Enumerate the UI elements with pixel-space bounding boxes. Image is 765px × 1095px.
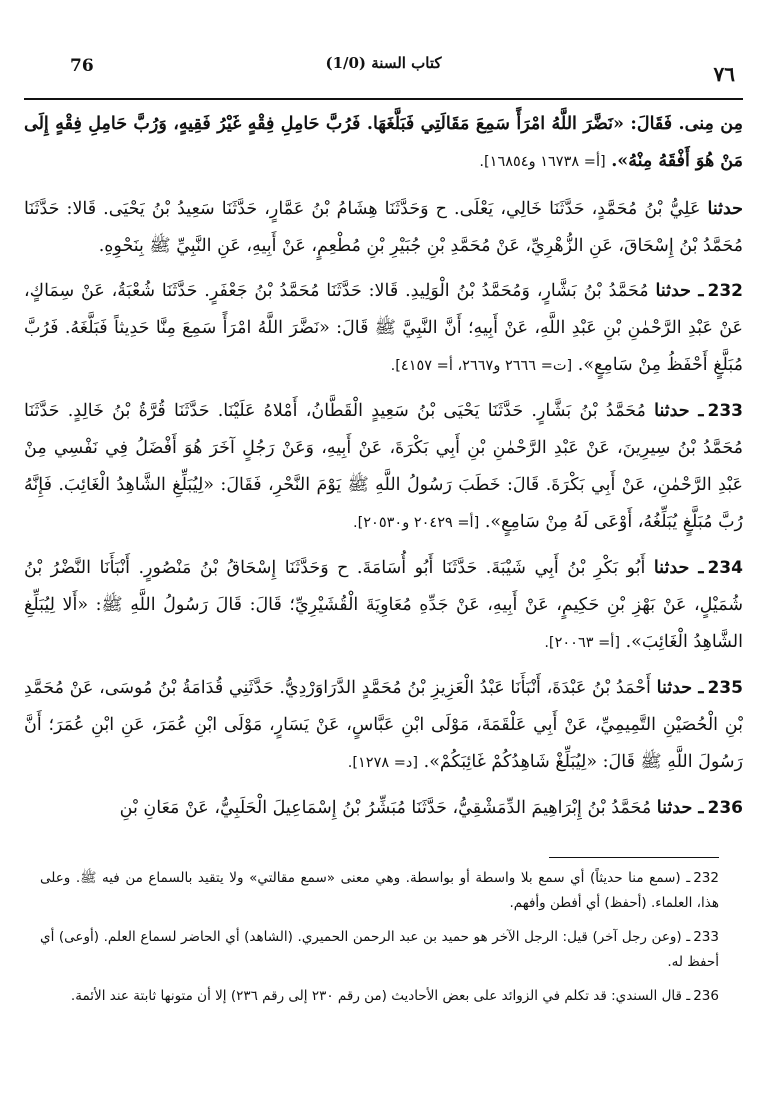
hadith-paragraph-234	[24, 550, 743, 662]
hadith-text: عَلِيُّ بْنُ مُحَمَّدٍ، حَدَّثَنَا خَالِي، يَعْلَى. ح وَحَدَّثَنَا هِشَامُ بْنُ عَمَّارٍ، حَدَّثَنَا سَعِيدُ بْنُ يَحْيَى. قَالا: حَدَّثَنَا مُحَمَّدُ بْنُ إِسْحَاقَ، عَنِ الزُّهْرِيِّ، عَنْ مُحَمَّدِ بْنِ جُبَيْرِ بْنِ مُطْعِمٍ، عَنْ أَبِيهِ، عَنِ النَّبِيِّ ﷺ بِنَحْوِهِ.	[24, 199, 743, 256]
cross-reference: [أ= ١٦٧٣٨ و١٦٨٥٤].	[479, 154, 606, 170]
running-title: (1/0) كتاب السنة	[325, 54, 442, 72]
hadith-text: مِن مِنى. فَقَالَ: «نَضَّرَ اللَّهُ امْرَأً سَمِعَ مَقَالَتِي فَبَلَّغَهَا. فَرُبَّ حَامِلِ فِقْهٍ غَيْرُ فَقِيهٍ، وَرُبَّ حَامِلِ فِقْهٍ إِلَى مَنْ هُوَ أَفْقَهُ مِنْهُ».	[24, 114, 743, 171]
hadith-text: مُحَمَّدُ بْنُ إِبْرَاهِيمَ الدِّمَشْقِيُّ، حَدَّثَنَا مُبَشِّرُ بْنُ إِسْمَاعِيلَ الْحَلَبِيُّ، عَنْ مَعَانِ بْنِ	[119, 798, 652, 818]
page-number-latin: 76	[70, 56, 94, 76]
footnote-232	[40, 866, 719, 916]
footnote-text: ـ (سمع منا حديثاً) أي سمع بلا واسطة أو بواسطة. وهي معنى «سمع مقالتي» ولا يتقيد بالسماع من فيه ﷺ. وعلى هذا، العلماء. (أحفظ) أي أفطن وأفهم.	[40, 870, 719, 911]
hadith-text: أَحْمَدُ بْنُ عَبْدَةَ، أَنْبَأَنَا عَبْدُ الْعَزِيزِ بْنُ مُحَمَّدٍ الدَّرَاوَرْدِيُّ. حَدَّثَنِي قُدَامَةُ بْنُ مُوسَى، عَنْ مُحَمَّدِ بْنِ الْحُصَيْنِ التَّمِيمِيِّ، عَنْ أَبِي عَلْقَمَةَ، مَوْلَى ابْنِ عَبَّاسٍ، عَنْ يَسَارٍ، مَوْلَى ابْنِ عُمَرَ، عَنِ ابْنِ عُمَرَ؛ أَنَّ رَسُولَ اللَّهِ ﷺ قَالَ: «لِيُبَلِّغْ شَاهِدُكُمْ غَائِبَكُمْ».	[24, 678, 743, 772]
cross-reference: [د= ١٢٧٨].	[347, 755, 419, 771]
footnote-number: 233	[693, 929, 719, 945]
footnote-text: ـ (وعن رجل آخر) قيل: الرجل الآخر هو حميد بن عبد الرحمن الحميري. (الشاهد) أي الحاضر لسماع العلم. (أوعى) أي أحفظ له.	[40, 929, 719, 970]
hadith-lead-word: ـ حدثنا	[656, 798, 704, 818]
cross-reference: [أ= ٢٠٠٦٣].	[544, 635, 620, 651]
footnotes	[40, 866, 719, 1018]
hadith-number: 235	[707, 678, 743, 698]
hadith-number: 234	[707, 558, 743, 578]
hadith-text-body	[24, 106, 743, 827]
hadith-lead-word: ـ حدثنا	[655, 281, 704, 301]
hadith-paragraph-235	[24, 670, 743, 782]
hadith-lead-word: ـ حدثنا	[654, 401, 704, 421]
hadith-number: 233	[707, 401, 743, 421]
hadith-lead-word: ـ حدثنا	[653, 558, 704, 578]
hadith-paragraph-233	[24, 393, 743, 542]
hadith-text: أَبُو بَكْرِ بْنُ أَبِي شَيْبَةَ. حَدَّثَنَا أَبُو أُسَامَةَ. ح وَحَدَّثَنَا إِسْحَاقُ بْنُ مَنْصُورٍ. أَنْبَأَنَا النَّضْرُ بْنُ شُمَيْلٍ، عَنْ بَهْزِ بْنِ حَكِيمٍ، عَنْ أَبِيهِ، عَنْ جَدِّهِ مُعَاوِيَةَ الْقُشَيْرِيِّ؛ قَالَ: قَالَ رَسُولُ اللَّهِ ﷺ: «أَلا لِيُبَلِّغِ الشَّاهِدُ الْغَائِبَ».	[24, 558, 743, 652]
footnote-separator	[549, 857, 719, 858]
hadith-paragraph	[24, 191, 743, 265]
hadith-lead-word: ـ حدثنا	[656, 678, 704, 698]
hadith-lead-word: حدثنا	[707, 199, 743, 219]
footnote-236	[40, 984, 719, 1009]
hadith-paragraph-236	[24, 790, 743, 827]
page-header	[24, 48, 743, 100]
page-number-arabic: ٧٦	[713, 62, 735, 86]
hadith-text: مُحَمَّدُ بْنُ بَشَّارٍ، وَمُحَمَّدُ بْنُ الْوَلِيدِ. قَالا: حَدَّثَنَا مُحَمَّدُ بْنُ جَعْفَرٍ. حَدَّثَنَا شُعْبَةُ، عَنْ سِمَاكٍ، عَنْ عَبْدِ الرَّحْمٰنِ بْنِ عَبْدِ اللَّهِ، عَنْ أَبِيهِ؛ أَنَّ النَّبِيَّ ﷺ قَالَ: «نَضَّرَ اللَّهُ امْرَأً سَمِعَ مِنَّا حَدِيثاً فَبَلَّغَهُ. فَرُبَّ مُبَلَّغٍ أَحْفَظُ مِنْ سَامِعٍ».	[24, 281, 743, 375]
cross-reference: [ت= ٢٦٦٦ و٢٦٦٧، أ= ٤١٥٧].	[390, 358, 573, 374]
hadith-text: مُحَمَّدُ بْنُ بَشَّارٍ. حَدَّثَنَا يَحْيَى بْنُ سَعِيدٍ الْقَطَّانُ، أَمْلاهُ عَلَيْنَا. حَدَّثَنَا قُرَّةُ بْنُ خَالِدٍ. حَدَّثَنَا مُحَمَّدُ بْنُ سِيرِينَ، عَنْ عَبْدِ الرَّحْمٰنِ بْنِ أَبِي بَكْرَةَ، عَنْ أَبِيهِ، وَعَنْ رَجُلٍ آخَرَ هُوَ أَفْضَلُ فِي نَفْسِي مِنْ عَبْدِ الرَّحْمٰنِ، عَنْ أَبِي بَكْرَةَ. قَالَ: خَطَبَ رَسُولُ اللَّهِ ﷺ يَوْمَ النَّحْرِ، فَقَالَ: «لِيُبَلِّغِ الشَّاهِدُ الْغَائِبَ. فَإِنَّهُ رُبَّ مُبَلَّغٍ يُبَلِّغُهُ، أَوْعَى لَهُ مِنْ سَامِعٍ».	[24, 401, 743, 532]
hadith-number: 232	[707, 281, 743, 301]
hadith-number: 236	[707, 798, 743, 818]
cross-reference: [أ= ٢٠٤٢٩ و٢٠٥٣٠].	[352, 515, 480, 531]
hadith-paragraph-232	[24, 273, 743, 385]
footnote-number: 236	[693, 988, 719, 1004]
footnote-text: ـ قال السندي: قد تكلم في الزوائد على بعض الأحاديث (من رقم ٢٣٠ إلى رقم ٢٣٦) إلا أن متونها ثابتة عند الأئمة.	[70, 988, 691, 1004]
footnote-233	[40, 925, 719, 975]
footnote-number: 232	[693, 870, 719, 886]
hadith-paragraph-continuation	[24, 106, 743, 181]
